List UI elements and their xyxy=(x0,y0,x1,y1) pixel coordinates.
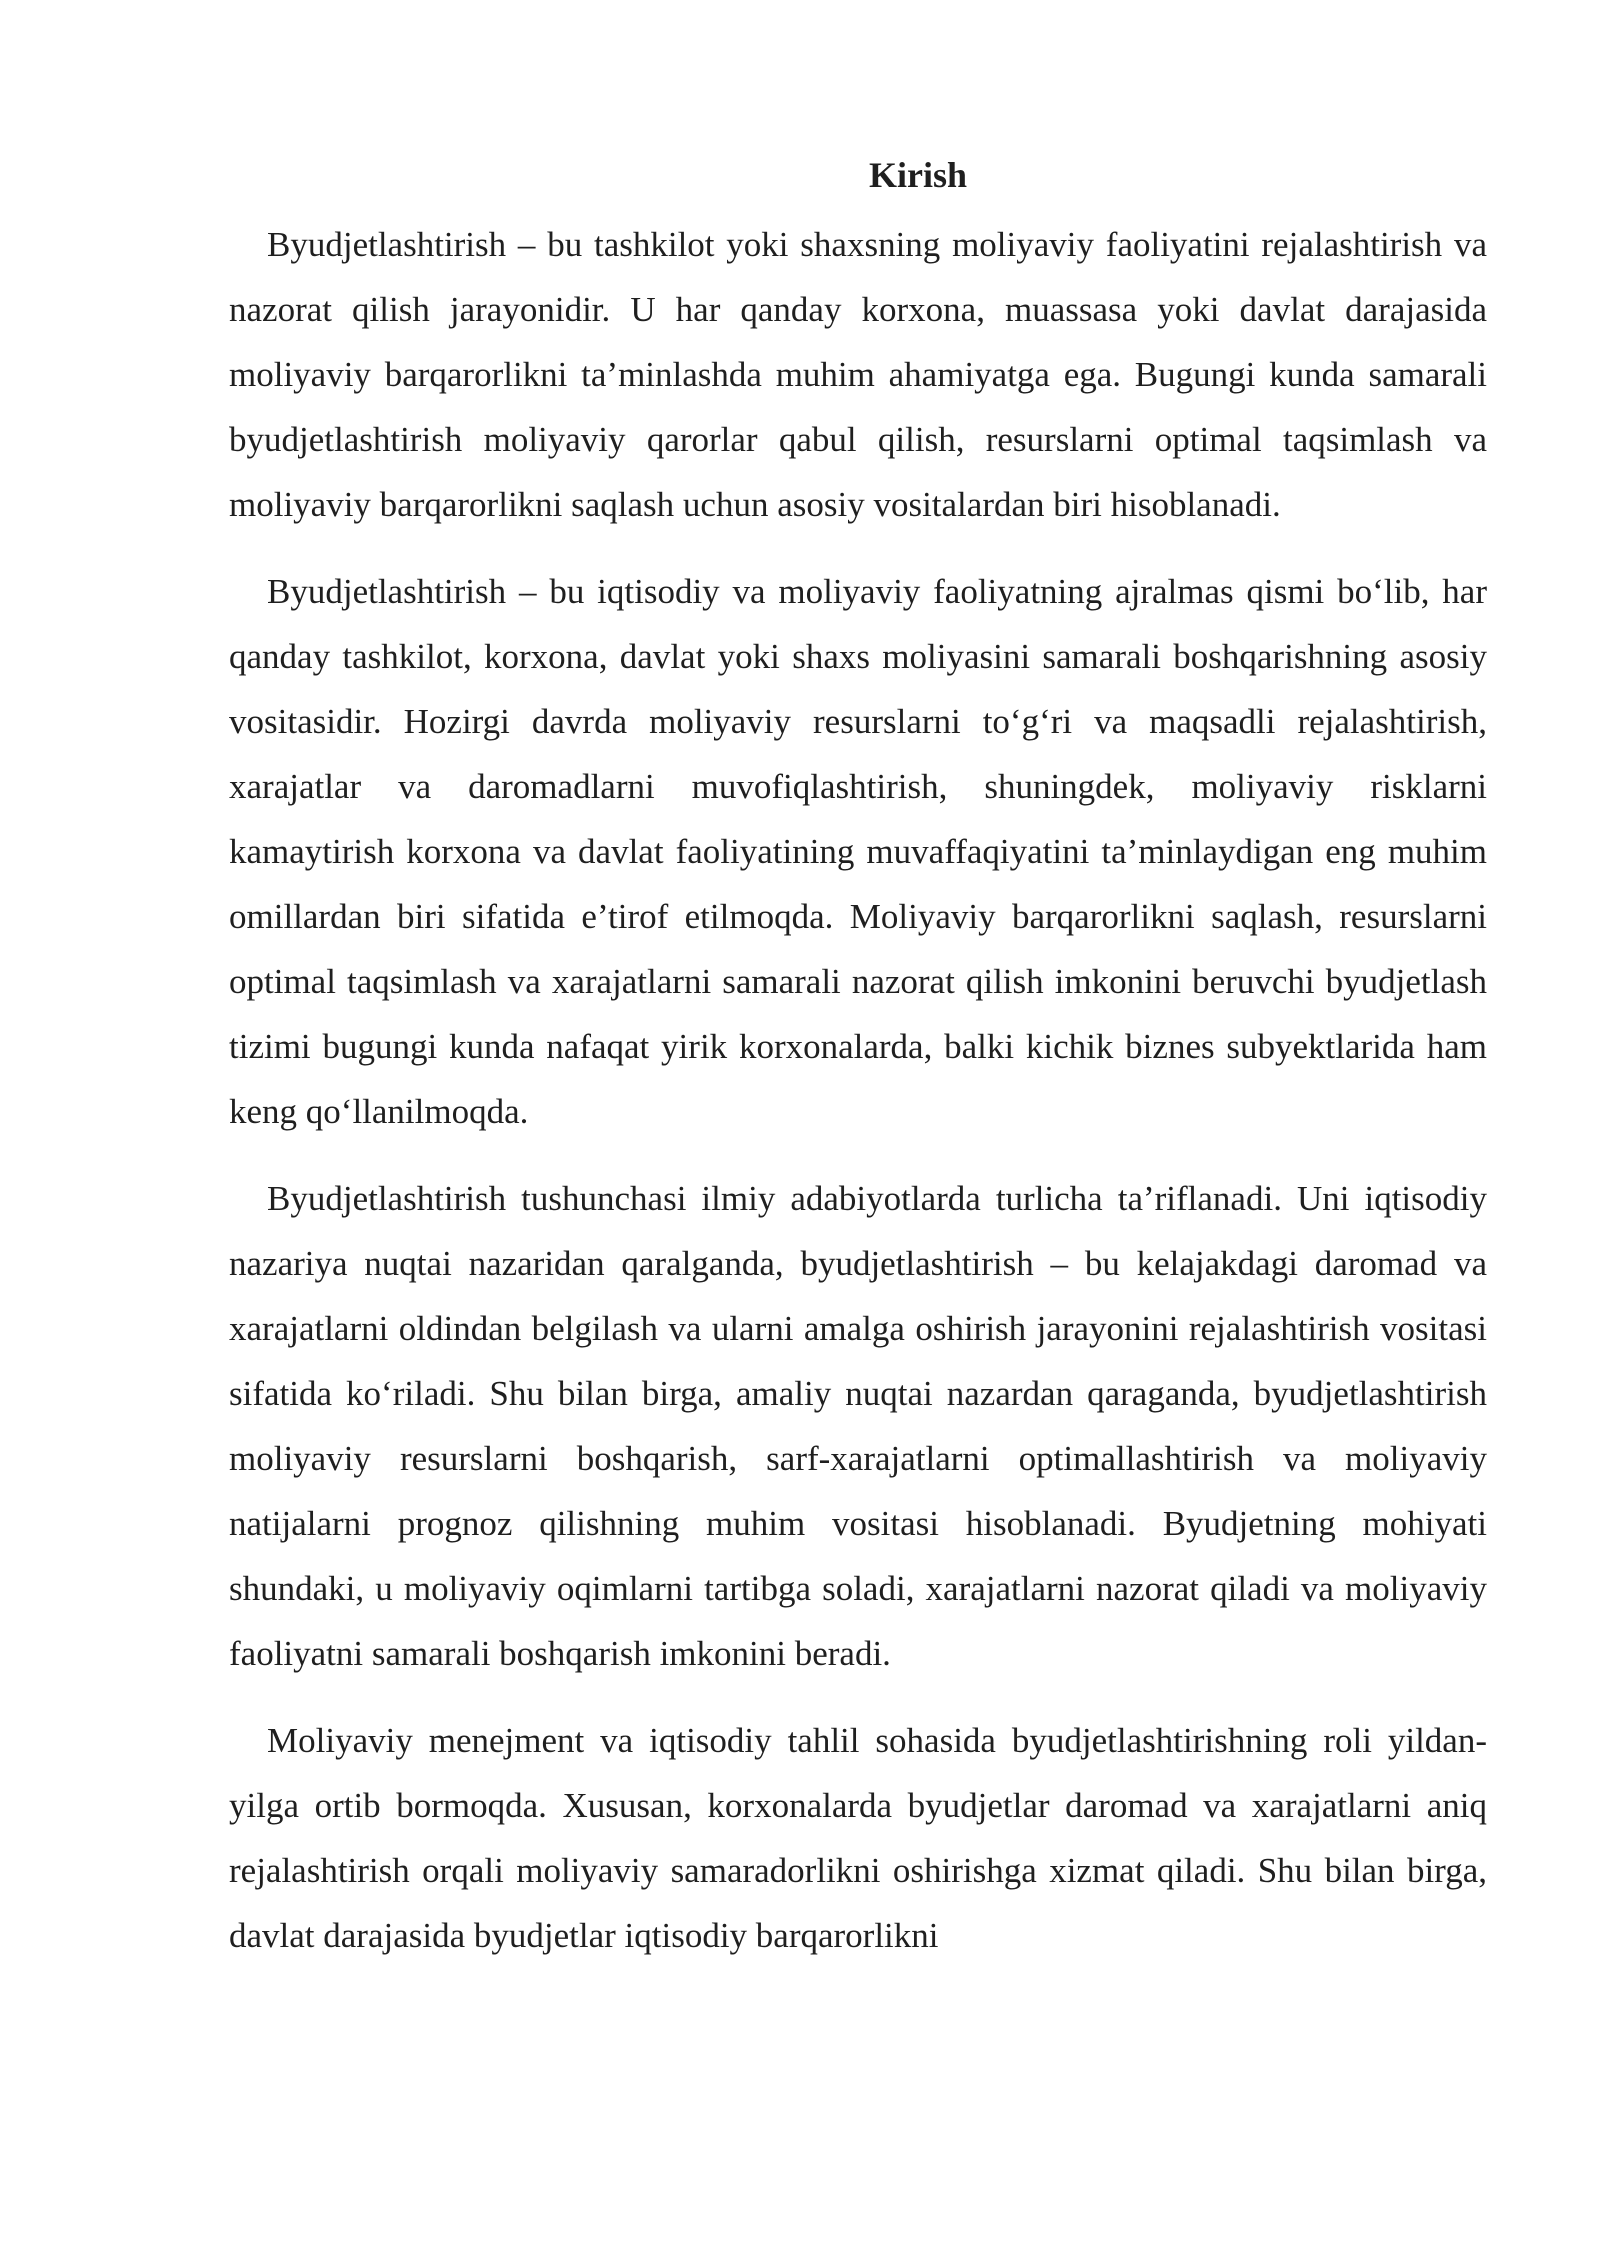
paragraph: Byudjetlashtirish tushunchasi ilmiy adabiyotlarda turlicha ta’riflanadi. Uni iqtisodiy nazariya nuqtai nazaridan qaralganda, byudjetlashtirish – bu kelajakdagi daromad va xarajatlarni oldindan belgilash va ularni amalga oshirish jarayonini rejalashtirish vositasi sifatida ko‘riladi. Shu bilan birga, amaliy nuqtai nazardan qaraganda, byudjetlashtirish moliyaviy resurslarni boshqarish, sarf-xarajatlarni optimallashtirish va moliyaviy natijalarni prognoz qilishning muhim vositasi hisoblanadi. Byudjetning mohiyati shundaki, u moliyaviy oqimlarni tartibga soladi, xarajatlarni nazorat qiladi va moliyaviy faoliyatni samarali boshqarish imkonini beradi. xyxy=(229,1179,1487,1673)
paragraph: Moliyaviy menejment va iqtisodiy tahlil sohasida byudjetlashtirishning roli yildan-yilga ortib bormoqda. Xususan, korxonalarda byudjetlar daromad va xarajatlarni aniq rejalashtirish orqali moliyaviy samaradorlikni oshirishga xizmat qiladi. Shu bilan birga, davlat darajasida byudjetlar iqtisodiy barqarorlikni xyxy=(229,1721,1487,1955)
paragraph: Byudjetlashtirish – bu tashkilot yoki shaxsning moliyaviy faoliyatini rejalashtirish va nazorat qilish jarayonidir. U har qanday korxona, muassasa yoki davlat darajasida moliyaviy barqarorlikni ta’minlashda muhim ahamiyatga ega. Bugungi kunda samarali byudjetlashtirish moliyaviy qarorlar qabul qilish, resurslarni optimal taqsimlash va moliyaviy barqarorlikni saqlash uchun asosiy vositalardan biri hisoblanadi. xyxy=(229,225,1487,524)
paragraph: Byudjetlashtirish – bu iqtisodiy va moliyaviy faoliyatning ajralmas qismi bo‘lib, har qanday tashkilot, korxona, davlat yoki shaxs moliyasini samarali boshqarishning asosiy vositasidir. Hozirgi davrda moliyaviy resurslarni to‘g‘ri va maqsadli rejalashtirish, xarajatlar va daromadlarni muvofiqlashtirish, shuningdek, moliyaviy risklarni kamaytirish korxona va davlat faoliyatining muvaffaqiyatini ta’minlaydigan eng muhim omillardan biri sifatida e’tirof etilmoqda. Moliyaviy barqarorlikni saqlash, resurslarni optimal taqsimlash va xarajatlarni samarali nazorat qilish imkonini beruvchi byudjetlash tizimi bugungi kunda nafaqat yirik korxonalarda, balki kichik biznes subyektlarida ham keng qo‘llanilmoqda. xyxy=(229,572,1487,1131)
document-body xyxy=(229,150,1487,1968)
section-title: Kirish xyxy=(868,155,967,195)
